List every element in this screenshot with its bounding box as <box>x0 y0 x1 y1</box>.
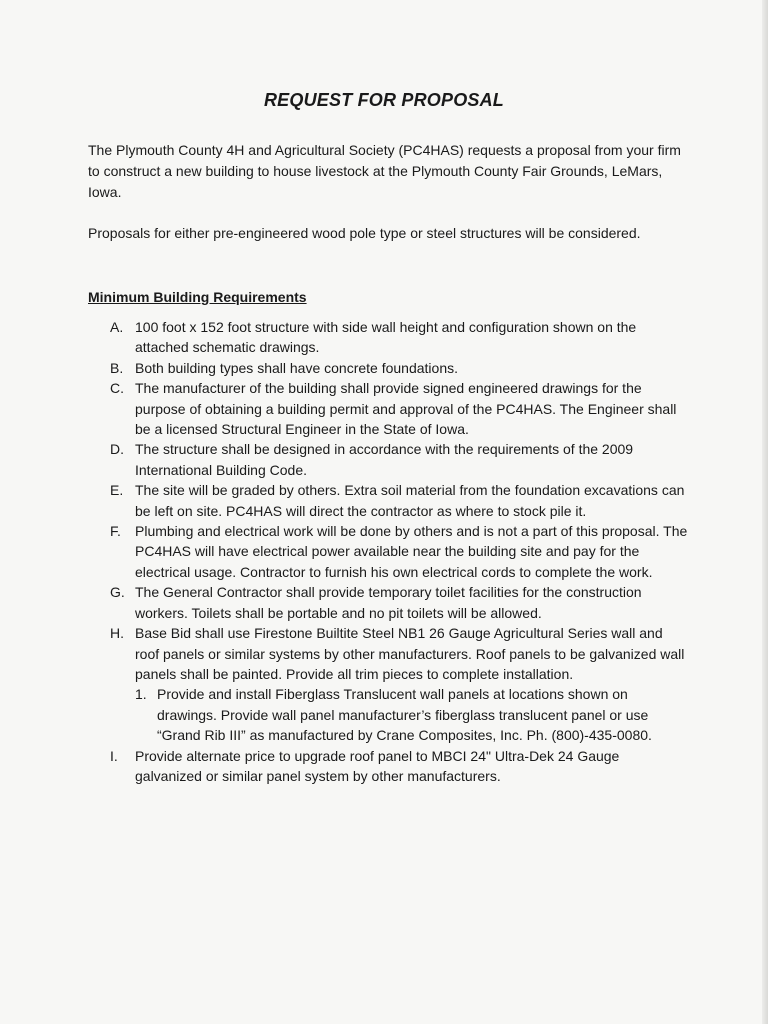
document-title: REQUEST FOR PROPOSAL <box>263 90 505 110</box>
requirement-item-i <box>110 746 690 787</box>
requirement-letter: I. <box>110 747 118 764</box>
requirement-subitem-h1 <box>135 684 690 745</box>
requirement-item-f <box>110 521 690 582</box>
requirement-item-g <box>110 582 690 623</box>
requirements-list <box>110 317 690 786</box>
requirement-letter: E. <box>110 482 124 499</box>
subitem-text: Provide and install Fiberglass Translucent wall panels at locations shown on drawings. Provide wall panel manufacturer’s fiberglass translucent panel or use “Grand Rib III” as manufactured by Crane Composites, Inc. Ph. (800)-435-0080. <box>157 686 652 744</box>
requirement-text: The manufacturer of the building shall provide signed engineered drawings for the purpose of obtaining a building permit and approval of the PC4HAS. The Engineer shall be a licensed Structural Engineer in the State of Iowa. <box>135 380 677 438</box>
requirement-text: Provide alternate price to upgrade roof panel to MBCI 24" Ultra-Dek 24 Gauge galvanized or similar panel system by other manufacturers. <box>135 747 620 784</box>
intro-paragraph: The Plymouth County 4H and Agricultural Society (PC4HAS) requests a proposal from your firm to construct a new building to house livestock at the Plymouth County Fair Grounds, LeMars, Iowa. <box>88 142 681 200</box>
requirement-item-c <box>110 378 690 439</box>
requirement-letter: H. <box>110 625 124 642</box>
requirement-letter: A. <box>110 319 124 335</box>
requirement-item-a <box>110 317 690 358</box>
requirement-item-d <box>110 439 690 480</box>
requirement-item-b <box>110 358 690 378</box>
page-edge <box>762 0 768 1024</box>
requirement-letter: C. <box>110 380 124 397</box>
requirement-letter: F. <box>110 523 121 540</box>
requirement-text: The site will be graded by others. Extra soil material from the foundation excavations can be left on site. PC4HAS will direct the contractor as where to stock pile it. <box>135 482 685 519</box>
requirement-text: The structure shall be designed in accordance with the requirements of the 2009 International Building Code. <box>135 441 634 478</box>
requirement-letter: D. <box>110 441 124 458</box>
requirement-text: The General Contractor shall provide temporary toilet facilities for the construction workers. Toilets shall be portable and no pit toilets will be allowed. <box>135 584 642 621</box>
requirement-text: Base Bid shall use Firestone Builtite Steel NB1 26 Gauge Agricultural Series wall and roof panels or similar systems by other manufacturers. Roof panels to be galvanized wall panels shall be painted. Provide all trim pieces to complete installation. <box>135 625 685 682</box>
proposals-note: Proposals for either pre-engineered wood pole type or steel structures will be considered. <box>88 225 641 241</box>
requirement-text: Plumbing and electrical work will be done by others and is not a part of this proposal. The PC4HAS will have electrical power available near the building site and pay for the electrical usage. Contractor to furnish his own electrical cords to complete the work. <box>135 523 688 580</box>
requirement-letter: G. <box>110 584 125 601</box>
subitem-number: 1. <box>135 686 147 703</box>
requirement-text: Both building types shall have concrete foundations. <box>135 359 458 376</box>
requirement-item-h <box>110 623 690 684</box>
requirement-letter: B. <box>110 359 124 376</box>
requirement-text: 100 foot x 152 foot structure with side wall height and configuration shown on the attached schematic drawings. <box>135 319 637 356</box>
requirements-heading: Minimum Building Requirements <box>88 289 307 305</box>
requirement-item-e <box>110 480 690 521</box>
